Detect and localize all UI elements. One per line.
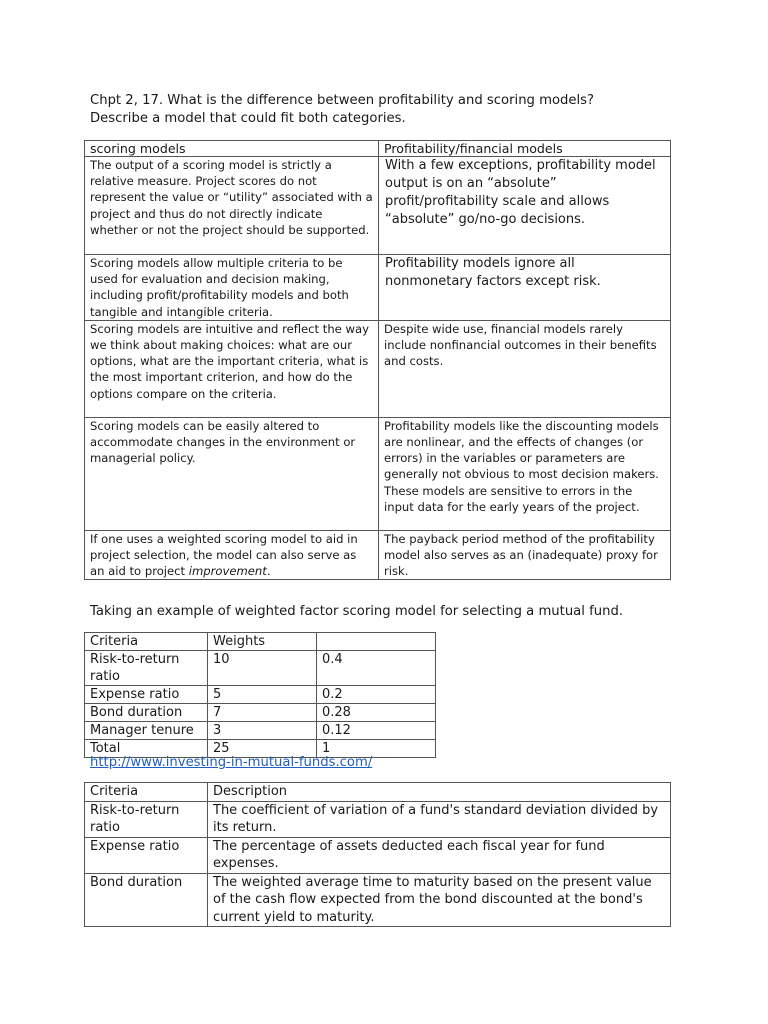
scoring-cell: The output of a scoring model is strictly a relative measure. Project scores do not represent the value or “utility” associated with a project and thus do not directly indicate whether or not the project should be supported.: [85, 157, 379, 255]
comparison-row: [85, 255, 671, 321]
source-link[interactable]: http://www.investing-in-mutual-funds.com/: [90, 755, 373, 770]
weights-criteria-cell: Bond duration: [85, 704, 208, 722]
comparison-row: [85, 157, 671, 255]
description-criteria-cell: Expense ratio: [85, 837, 208, 873]
weights-header-weights: Weights: [208, 633, 317, 651]
weights-criteria-cell: Expense ratio: [85, 686, 208, 704]
weights-row: [85, 651, 436, 686]
scoring-cell: Scoring models can be easily altered to accommodate changes in the environment or managerial policy.: [85, 417, 379, 530]
comparison-row: [85, 320, 671, 417]
description-text-cell: The coefficient of variation of a fund's standard deviation divided by its return.: [208, 801, 671, 837]
question-text: [90, 92, 690, 128]
description-row: [85, 801, 671, 837]
description-criteria-cell: Bond duration: [85, 873, 208, 927]
weights-table: [84, 632, 436, 758]
weights-criteria-cell: Risk-to-return ratio: [85, 651, 208, 686]
description-table: [84, 782, 671, 927]
weights-value-cell: 5: [208, 686, 317, 704]
comparison-header-scoring: scoring models: [85, 141, 379, 157]
weights-normalized-cell: 0.4: [317, 651, 436, 686]
weights-row: [85, 722, 436, 740]
scoring-emphasis: improvement: [188, 564, 267, 579]
example-text: Taking an example of weighted factor scoring model for selecting a mutual fund.: [90, 604, 624, 619]
scoring-text: If one uses a weighted scoring model to aid in project selection, the model can also serve as an aid to project: [90, 531, 358, 579]
weights-normalized-cell: 0.28: [317, 704, 436, 722]
comparison-row: [85, 417, 671, 530]
weights-value-cell: 3: [208, 722, 317, 740]
description-header-row: [85, 783, 671, 802]
weights-row: [85, 704, 436, 722]
weights-row: [85, 686, 436, 704]
profitability-cell: Profitability models like the discounting models are nonlinear, and the effects of changes (or errors) in the variables or parameters are generally not obvious to most decision makers. These models are sensitive to errors in the input data for the early years of the project.: [379, 417, 671, 530]
comparison-header-profitability: Profitability/financial models: [379, 141, 671, 157]
description-text-cell: The weighted average time to maturity based on the present value of the cash flow expected from the bond discounted at the bond's current yield to maturity.: [208, 873, 671, 927]
profitability-cell: With a few exceptions, profitability model output is on an “absolute” profit/profitability scale and allows “absolute” go/no-go decisions.: [379, 157, 671, 255]
weights-criteria-cell: Manager tenure: [85, 722, 208, 740]
comparison-row: [85, 530, 671, 580]
description-row: [85, 837, 671, 873]
weights-header-blank: [317, 633, 436, 651]
weights-value-cell: 7: [208, 704, 317, 722]
comparison-header-row: [85, 141, 671, 157]
weights-normalized-cell: 0.2: [317, 686, 436, 704]
weights-normalized-cell: 1: [317, 740, 436, 758]
weights-header-criteria: Criteria: [85, 633, 208, 651]
description-criteria-cell: Risk-to-return ratio: [85, 801, 208, 837]
scoring-cell: Scoring models are intuitive and reflect the way we think about making choices: what are our options, what are the important criteria, what is the most important criterion, and how do the options compare on the criteria.: [85, 320, 379, 417]
question-line-2: Describe a model that could fit both categories.: [90, 111, 406, 126]
profitability-cell: The payback period method of the profitability model also serves as an (inadequate) proxy for risk.: [379, 530, 671, 580]
weights-value-cell: 25: [208, 740, 317, 758]
description-header-criteria: Criteria: [85, 783, 208, 802]
profitability-cell: Despite wide use, financial models rarely include nonfinancial outcomes in their benefits and costs.: [379, 320, 671, 417]
profitability-cell: Profitability models ignore all nonmonetary factors except risk.: [379, 255, 671, 321]
description-text-cell: The percentage of assets deducted each fiscal year for fund expenses.: [208, 837, 671, 873]
scoring-cell: Scoring models allow multiple criteria to be used for evaluation and decision making, including profit/profitability models and both tangible and intangible criteria.: [85, 255, 379, 321]
weights-criteria-cell: Total: [85, 740, 208, 758]
weights-value-cell: 10: [208, 651, 317, 686]
comparison-table: [84, 140, 671, 580]
scoring-text-end: .: [266, 564, 271, 579]
description-header-description: Description: [208, 783, 671, 802]
weights-normalized-cell: 0.12: [317, 722, 436, 740]
question-line-1: Chpt 2, 17. What is the difference between profitability and scoring models?: [90, 93, 595, 108]
weights-header-row: [85, 633, 436, 651]
description-row: [85, 873, 671, 927]
scoring-cell: [85, 530, 379, 580]
